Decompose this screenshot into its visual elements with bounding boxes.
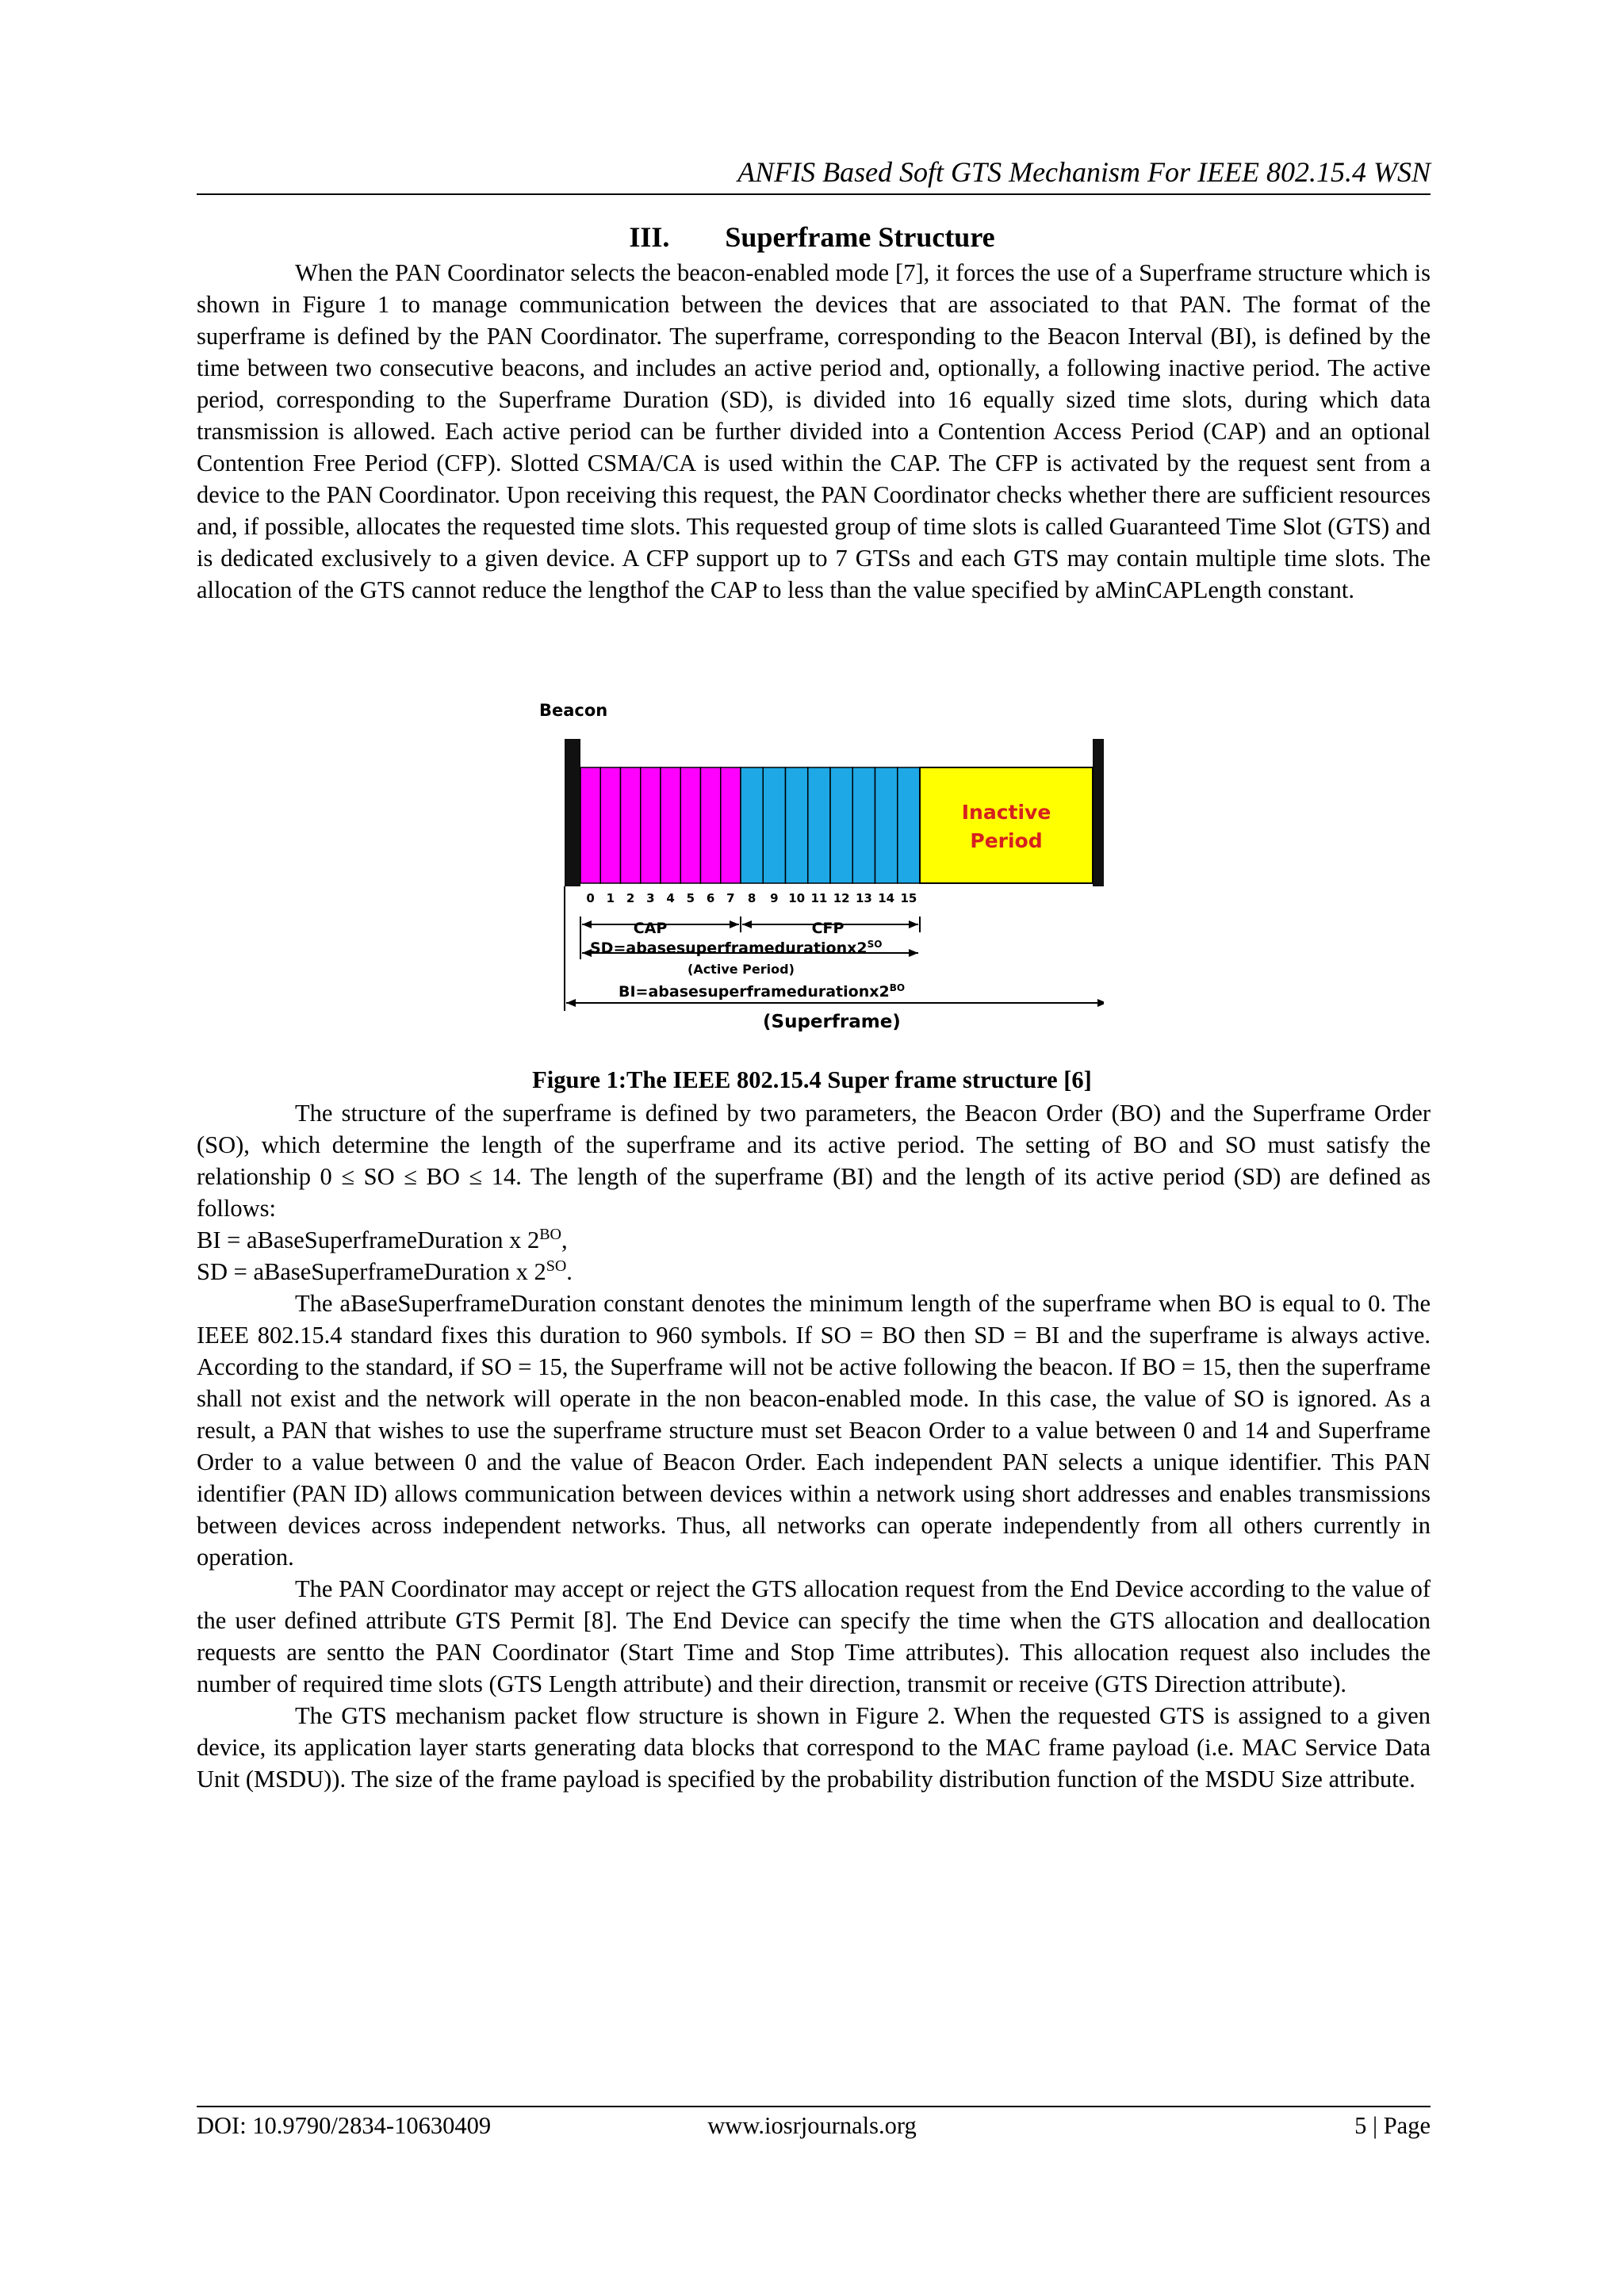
time-slot xyxy=(808,767,830,883)
beacon-bar-left xyxy=(565,739,580,886)
bi-arrow-head-right xyxy=(1097,999,1104,1007)
time-slot xyxy=(621,767,641,883)
active-period-label: (Active Period) xyxy=(688,962,795,977)
footer-page-number: 5 | Page xyxy=(1354,2112,1431,2139)
inactive-label-line2: Period xyxy=(970,829,1043,852)
equation-sd-tail: . xyxy=(566,1258,573,1285)
time-slot xyxy=(898,767,920,883)
time-slot xyxy=(680,767,700,883)
equation-sd-text: SD = aBaseSuperframeDuration x 2 xyxy=(197,1258,546,1285)
section-title: Superframe Structure xyxy=(725,221,995,253)
section-number: III. xyxy=(629,221,670,253)
paragraph-3: The aBaseSuperframeDuration constant denotes the minimum length of the superframe when BO is equal to 0. The IEEE 802.15.4 standard fixes this duration to 960 symbols. If SO = BO then SD = BI and the superframe is always active. According to the standard, if SO = 15, the Superframe will not be active following the beacon. If BO = 15, then the superframe shall not exist and the network will operate in the non beacon-enabled mode. In this case, the value of SO is ignored. As a result, a PAN that wishes to use the superframe structure must set Beacon Order to a value between 0 and 14 and Superframe Order to a value between 0 and the value of Beacon Order. Each independent PAN selects a unique identifier. This PAN identifier (PAN ID) allows communication between devices within a network using short addresses and enables transmissions between devices across independent networks. Thus, all networks can operate independently from all others currently in operation. xyxy=(197,1290,1431,1571)
time-slot xyxy=(741,767,763,883)
time-slot xyxy=(830,767,852,883)
body-text-top xyxy=(197,257,1431,606)
equation-bi-tail: , xyxy=(561,1226,568,1253)
paragraph-4: The PAN Coordinator may accept or reject the GTS allocation request from the End Device according to the value of the user defined attribute GTS Permit [8]. The End Device can specify the time when the GTS allocation and deallocation requests are sentto the PAN Coordinator (Start Time and Stop Time attributes). This allocation request also includes the number of required time slots (GTS Length attribute) and their direction, transmit or receive (GTS Direction attribute). xyxy=(197,1575,1431,1697)
bi-formula xyxy=(619,982,905,1001)
cfp-arrow-head-right xyxy=(909,920,918,928)
sd-arrow-head-right xyxy=(909,949,918,957)
time-slot xyxy=(786,767,808,883)
slot-number-label: 8 xyxy=(747,891,756,905)
cfp-label: CFP xyxy=(811,920,845,937)
bi-arrow-head-left xyxy=(566,999,576,1007)
slot-number-label: 15 xyxy=(900,891,917,905)
header-rule xyxy=(197,193,1431,195)
time-slot xyxy=(661,767,680,883)
paragraph-1: When the PAN Coordinator selects the beacon-enabled mode [7], it forces the use of a Superframe structure which is shown in Figure 1 to manage communication between the devices that are associated to that PAN. The format of the superframe is defined by the PAN Coordinator. The superframe, corresponding to the Beacon Interval (BI), is defined by the time between two consecutive beacons, and includes an active period and, optionally, a following inactive period. The active period, corresponding to the Superframe Duration (SD), is divided into 16 equally sized time slots, during which data transmission is allowed. Each active period can be further divided into a Contention Access Period (CAP) and an optional Contention Free Period (CFP). Slotted CSMA/CA is used within the CAP. The CFP is activated by the request sent from a device to the PAN Coordinator. Upon receiving this request, the PAN Coordinator checks whether there are sufficient resources and, if possible, allocates the requested time slots. This requested group of time slots is called Guaranteed Time Slot (GTS) and is dedicated exclusively to a given device. A CFP support up to 7 GTSs and each GTS may contain multiple time slots. The allocation of the GTS cannot reduce the lengthof the CAP to less than the value specified by aMinCAPLength constant. xyxy=(197,259,1431,603)
paragraph-2: The structure of the superframe is defined by two parameters, the Beacon Order (BO) and the Superframe Order (SO), which determine the length of the superframe and its active period. The setting of BO and SO must satisfy the relationship 0 ≤ SO ≤ BO ≤ 14. The length of the superframe (BI) and the length of its active period (SD) are defined as follows: xyxy=(197,1100,1431,1222)
slot-number-label: 6 xyxy=(706,891,715,905)
equation-bi-text: BI = aBaseSuperframeDuration x 2 xyxy=(197,1226,540,1253)
slot-number-label: 5 xyxy=(686,891,695,905)
time-slots xyxy=(580,767,920,883)
paragraph-5: The GTS mechanism packet flow structure is shown in Figure 2. When the requested GTS is assigned to a given device, its application layer starts generating data blocks that correspond to the MAC frame payload (i.e. MAC Service Data Unit (MSDU)). The size of the frame payload is specified by the probability distribution function of the MSDU Size attribute. xyxy=(197,1702,1431,1793)
time-slot xyxy=(580,767,600,883)
section-heading xyxy=(0,220,1624,254)
slot-number-label: 13 xyxy=(855,891,872,905)
superframe-label: (Superframe) xyxy=(763,1012,901,1032)
slot-number-label: 14 xyxy=(878,891,895,905)
bi-formula-text: BI=abasesuperframedurationx2 xyxy=(619,983,890,1001)
cap-arrow-head-right xyxy=(730,920,739,928)
time-slot xyxy=(641,767,661,883)
beacon-bar-right xyxy=(1093,739,1104,886)
time-slot xyxy=(875,767,898,883)
slot-number-labels xyxy=(586,891,917,905)
slot-number-label: 10 xyxy=(788,891,806,905)
slot-number-label: 2 xyxy=(626,891,635,905)
running-title: ANFIS Based Soft GTS Mechanism For IEEE 802.15.4 WSN xyxy=(737,156,1431,188)
cfp-arrow-head-left xyxy=(742,920,752,928)
beacon-label: Beacon xyxy=(539,701,608,720)
time-slot xyxy=(852,767,875,883)
superframe-figure xyxy=(533,698,1104,1050)
equation-sd xyxy=(197,1256,1431,1288)
figure-caption: Figure 1:The IEEE 802.15.4 Super frame structure [6] xyxy=(532,1066,1092,1093)
equation-sd-sup: SO xyxy=(546,1257,567,1275)
slot-number-label: 12 xyxy=(833,891,850,905)
sd-formula xyxy=(590,939,882,957)
body-text-bottom xyxy=(197,1097,1431,1795)
cap-label: CAP xyxy=(633,920,668,937)
inactive-label-line1: Inactive xyxy=(961,801,1051,824)
footer-doi: DOI: 10.9790/2834-10630409 xyxy=(197,2112,492,2139)
footer-rule xyxy=(197,2106,1431,2107)
bi-formula-sup: BO xyxy=(889,982,906,993)
slot-number-label: 9 xyxy=(770,891,779,905)
time-slot xyxy=(721,767,741,883)
sd-formula-text: SD=abasesuperframedurationx2 xyxy=(590,939,868,957)
footer-website: www.iosrjournals.org xyxy=(707,2112,917,2139)
time-slot xyxy=(763,767,785,883)
sd-formula-sup: SO xyxy=(867,939,883,950)
time-slot xyxy=(701,767,721,883)
slot-number-label: 7 xyxy=(726,891,735,905)
cap-arrow-head-left xyxy=(582,920,592,928)
slot-number-label: 1 xyxy=(606,891,615,905)
slot-number-label: 0 xyxy=(586,891,595,905)
slot-number-label: 3 xyxy=(646,891,655,905)
slot-number-label: 11 xyxy=(810,891,828,905)
slot-number-label: 4 xyxy=(666,891,675,905)
equation-bi xyxy=(197,1224,1431,1256)
time-slot xyxy=(600,767,620,883)
inactive-period-block xyxy=(920,767,1093,883)
superframe-diagram xyxy=(533,698,1104,1050)
equation-bi-sup: BO xyxy=(539,1225,562,1243)
